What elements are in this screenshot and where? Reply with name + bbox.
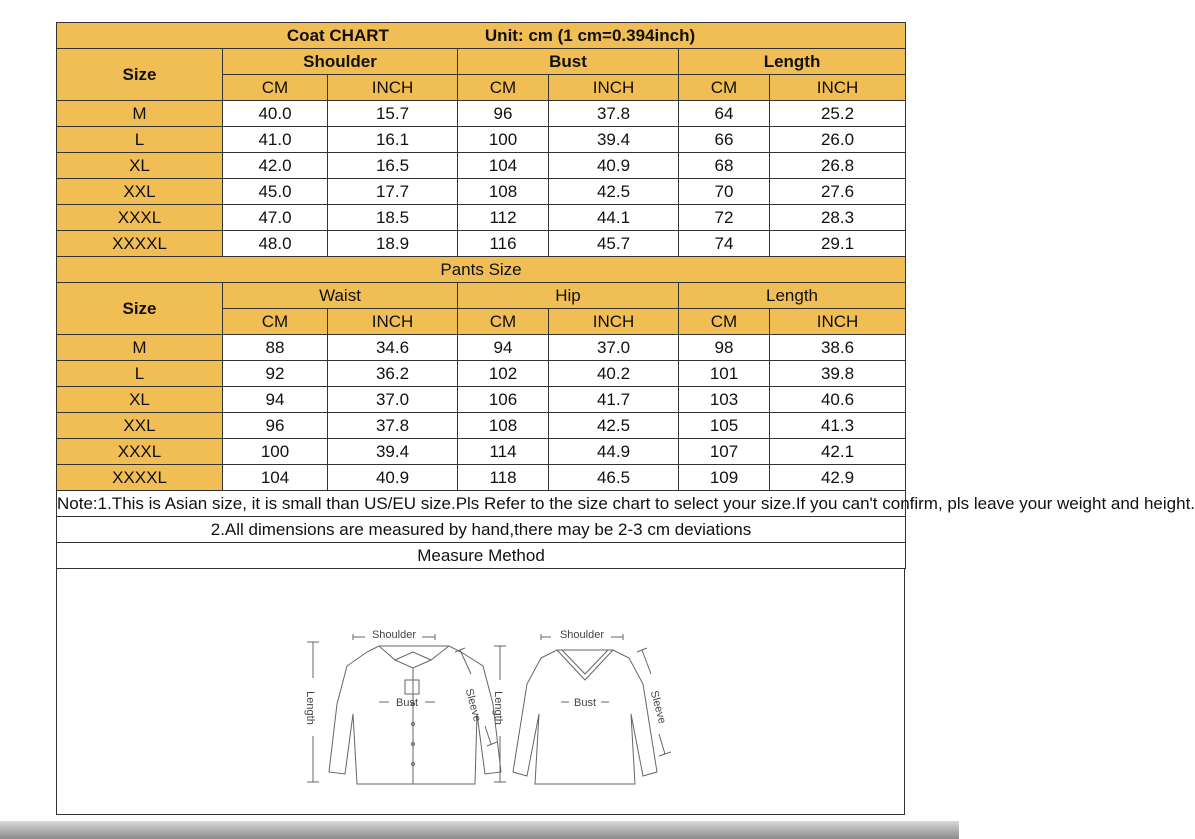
coat-value-cell: 29.1 [770, 231, 906, 257]
garment-diagrams [57, 594, 904, 814]
coat-value-cell: 74 [679, 231, 770, 257]
coat-value-cell: 64 [679, 101, 770, 127]
table-row [57, 361, 906, 387]
pants-unit-header: CM [223, 309, 328, 335]
shirt-sleeve-label: Sleeve [462, 687, 484, 724]
pants-size-cell: M [57, 335, 223, 361]
measure-method-heading: Measure Method [57, 543, 906, 569]
note-hand-measure: 2.All dimensions are measured by hand,there may be 2-3 cm deviations [57, 517, 906, 543]
pants-value-cell: 38.6 [770, 335, 906, 361]
pants-value-cell: 40.2 [549, 361, 679, 387]
coat-value-cell: 40.9 [549, 153, 679, 179]
coat-value-cell: 18.9 [328, 231, 458, 257]
pants-value-cell: 37.0 [328, 387, 458, 413]
note-asian-size: Note:1.This is Asian size, it is small than US/EU size.Pls Refer to the size chart to select your size.If you can't confirm, pls leave your weight and height. [57, 491, 906, 517]
pants-value-cell: 39.4 [328, 439, 458, 465]
pants-value-cell: 107 [679, 439, 770, 465]
table-row [57, 127, 906, 153]
pants-size-cell: XXXXL [57, 465, 223, 491]
table-row [57, 439, 906, 465]
coat-value-cell: 17.7 [328, 179, 458, 205]
pants-value-cell: 118 [458, 465, 549, 491]
pants-size-cell: L [57, 361, 223, 387]
coat-value-cell: 16.5 [328, 153, 458, 179]
pants-value-cell: 46.5 [549, 465, 679, 491]
coat-unit-header: INCH [770, 75, 906, 101]
coat-value-cell: 18.5 [328, 205, 458, 231]
sweater-diagram [494, 634, 671, 784]
measure-method-figure [57, 594, 904, 814]
pants-unit-header: CM [458, 309, 549, 335]
coat-value-cell: 42.5 [549, 179, 679, 205]
sweater-bust-label: Bust [573, 697, 597, 709]
coat-value-cell: 100 [458, 127, 549, 153]
coat-group-header: Length [679, 49, 906, 75]
pants-value-cell: 114 [458, 439, 549, 465]
bottom-scrollbar-shadow [0, 821, 959, 839]
sweater-length-label: Length [492, 691, 504, 725]
table-row [57, 101, 906, 127]
coat-value-cell: 48.0 [223, 231, 328, 257]
coat-value-cell: 42.0 [223, 153, 328, 179]
coat-size-cell: XXL [57, 179, 223, 205]
pants-group-header: Hip [458, 283, 679, 309]
coat-value-cell: 72 [679, 205, 770, 231]
pants-value-cell: 37.0 [549, 335, 679, 361]
pants-value-cell: 104 [223, 465, 328, 491]
pants-size-cell: XL [57, 387, 223, 413]
pants-value-cell: 40.6 [770, 387, 906, 413]
shirt-length-label: Length [304, 691, 316, 725]
pants-value-cell: 41.3 [770, 413, 906, 439]
coat-value-cell: 26.0 [770, 127, 906, 153]
pants-size-header: Size [57, 283, 223, 335]
coat-group-header: Shoulder [223, 49, 458, 75]
pants-value-cell: 40.9 [328, 465, 458, 491]
coat-unit-header: INCH [328, 75, 458, 101]
pants-value-cell: 37.8 [328, 413, 458, 439]
table-row [57, 387, 906, 413]
unit-label: Unit: cm (1 cm=0.394inch) [484, 26, 696, 45]
coat-value-cell: 16.1 [328, 127, 458, 153]
coat-title-row [57, 23, 906, 49]
coat-value-cell: 44.1 [549, 205, 679, 231]
coat-value-cell: 37.8 [549, 101, 679, 127]
shirt-shoulder-label: Shoulder [371, 629, 417, 641]
pants-value-cell: 101 [679, 361, 770, 387]
coat-value-cell: 27.6 [770, 179, 906, 205]
pants-value-cell: 94 [223, 387, 328, 413]
table-row [57, 465, 906, 491]
pants-unit-header: INCH [328, 309, 458, 335]
pants-value-cell: 42.1 [770, 439, 906, 465]
coat-value-cell: 45.0 [223, 179, 328, 205]
pants-value-cell: 109 [679, 465, 770, 491]
table-row [57, 205, 906, 231]
shirt-bust-label: Bust [395, 697, 419, 709]
pants-value-cell: 39.8 [770, 361, 906, 387]
coat-value-cell: 45.7 [549, 231, 679, 257]
coat-value-cell: 66 [679, 127, 770, 153]
coat-size-cell: XXXXL [57, 231, 223, 257]
coat-value-cell: 96 [458, 101, 549, 127]
coat-chart-title: Coat CHART [286, 26, 389, 45]
pants-value-cell: 34.6 [328, 335, 458, 361]
coat-value-cell: 28.3 [770, 205, 906, 231]
pants-value-cell: 92 [223, 361, 328, 387]
coat-value-cell: 104 [458, 153, 549, 179]
coat-value-cell: 112 [458, 205, 549, 231]
pants-value-cell: 94 [458, 335, 549, 361]
pants-value-cell: 106 [458, 387, 549, 413]
coat-unit-header: CM [458, 75, 549, 101]
coat-group-header: Bust [458, 49, 679, 75]
coat-size-header: Size [57, 49, 223, 101]
table-row [57, 335, 906, 361]
coat-value-cell: 41.0 [223, 127, 328, 153]
size-chart-table [56, 22, 1195, 569]
coat-size-cell: L [57, 127, 223, 153]
coat-value-cell: 39.4 [549, 127, 679, 153]
coat-value-cell: 15.7 [328, 101, 458, 127]
coat-size-cell: XL [57, 153, 223, 179]
table-row [57, 231, 906, 257]
pants-value-cell: 102 [458, 361, 549, 387]
pants-value-cell: 41.7 [549, 387, 679, 413]
pants-value-cell: 88 [223, 335, 328, 361]
coat-value-cell: 40.0 [223, 101, 328, 127]
pants-value-cell: 96 [223, 413, 328, 439]
pants-value-cell: 105 [679, 413, 770, 439]
pants-value-cell: 42.5 [549, 413, 679, 439]
coat-value-cell: 26.8 [770, 153, 906, 179]
coat-unit-header: CM [679, 75, 770, 101]
coat-value-cell: 116 [458, 231, 549, 257]
coat-unit-header: CM [223, 75, 328, 101]
pants-group-header: Waist [223, 283, 458, 309]
pants-value-cell: 98 [679, 335, 770, 361]
coat-size-cell: M [57, 101, 223, 127]
pants-unit-header: INCH [549, 309, 679, 335]
pants-group-header: Length [679, 283, 906, 309]
table-row [57, 153, 906, 179]
pants-title: Pants Size [57, 257, 906, 283]
coat-value-cell: 25.2 [770, 101, 906, 127]
coat-size-cell: XXXL [57, 205, 223, 231]
sweater-shoulder-label: Shoulder [559, 629, 605, 641]
table-row [57, 179, 906, 205]
pants-value-cell: 108 [458, 413, 549, 439]
pants-size-cell: XXXL [57, 439, 223, 465]
sweater-sleeve-label: Sleeve [647, 689, 669, 726]
pants-value-cell: 44.9 [549, 439, 679, 465]
coat-unit-header: INCH [549, 75, 679, 101]
coat-value-cell: 68 [679, 153, 770, 179]
table-row [57, 413, 906, 439]
pants-size-cell: XXL [57, 413, 223, 439]
coat-value-cell: 70 [679, 179, 770, 205]
pants-value-cell: 42.9 [770, 465, 906, 491]
pants-unit-header: CM [679, 309, 770, 335]
pants-value-cell: 36.2 [328, 361, 458, 387]
coat-value-cell: 47.0 [223, 205, 328, 231]
coat-value-cell: 108 [458, 179, 549, 205]
pants-unit-header: INCH [770, 309, 906, 335]
pants-value-cell: 103 [679, 387, 770, 413]
pants-value-cell: 100 [223, 439, 328, 465]
size-chart-sheet [56, 22, 1195, 815]
